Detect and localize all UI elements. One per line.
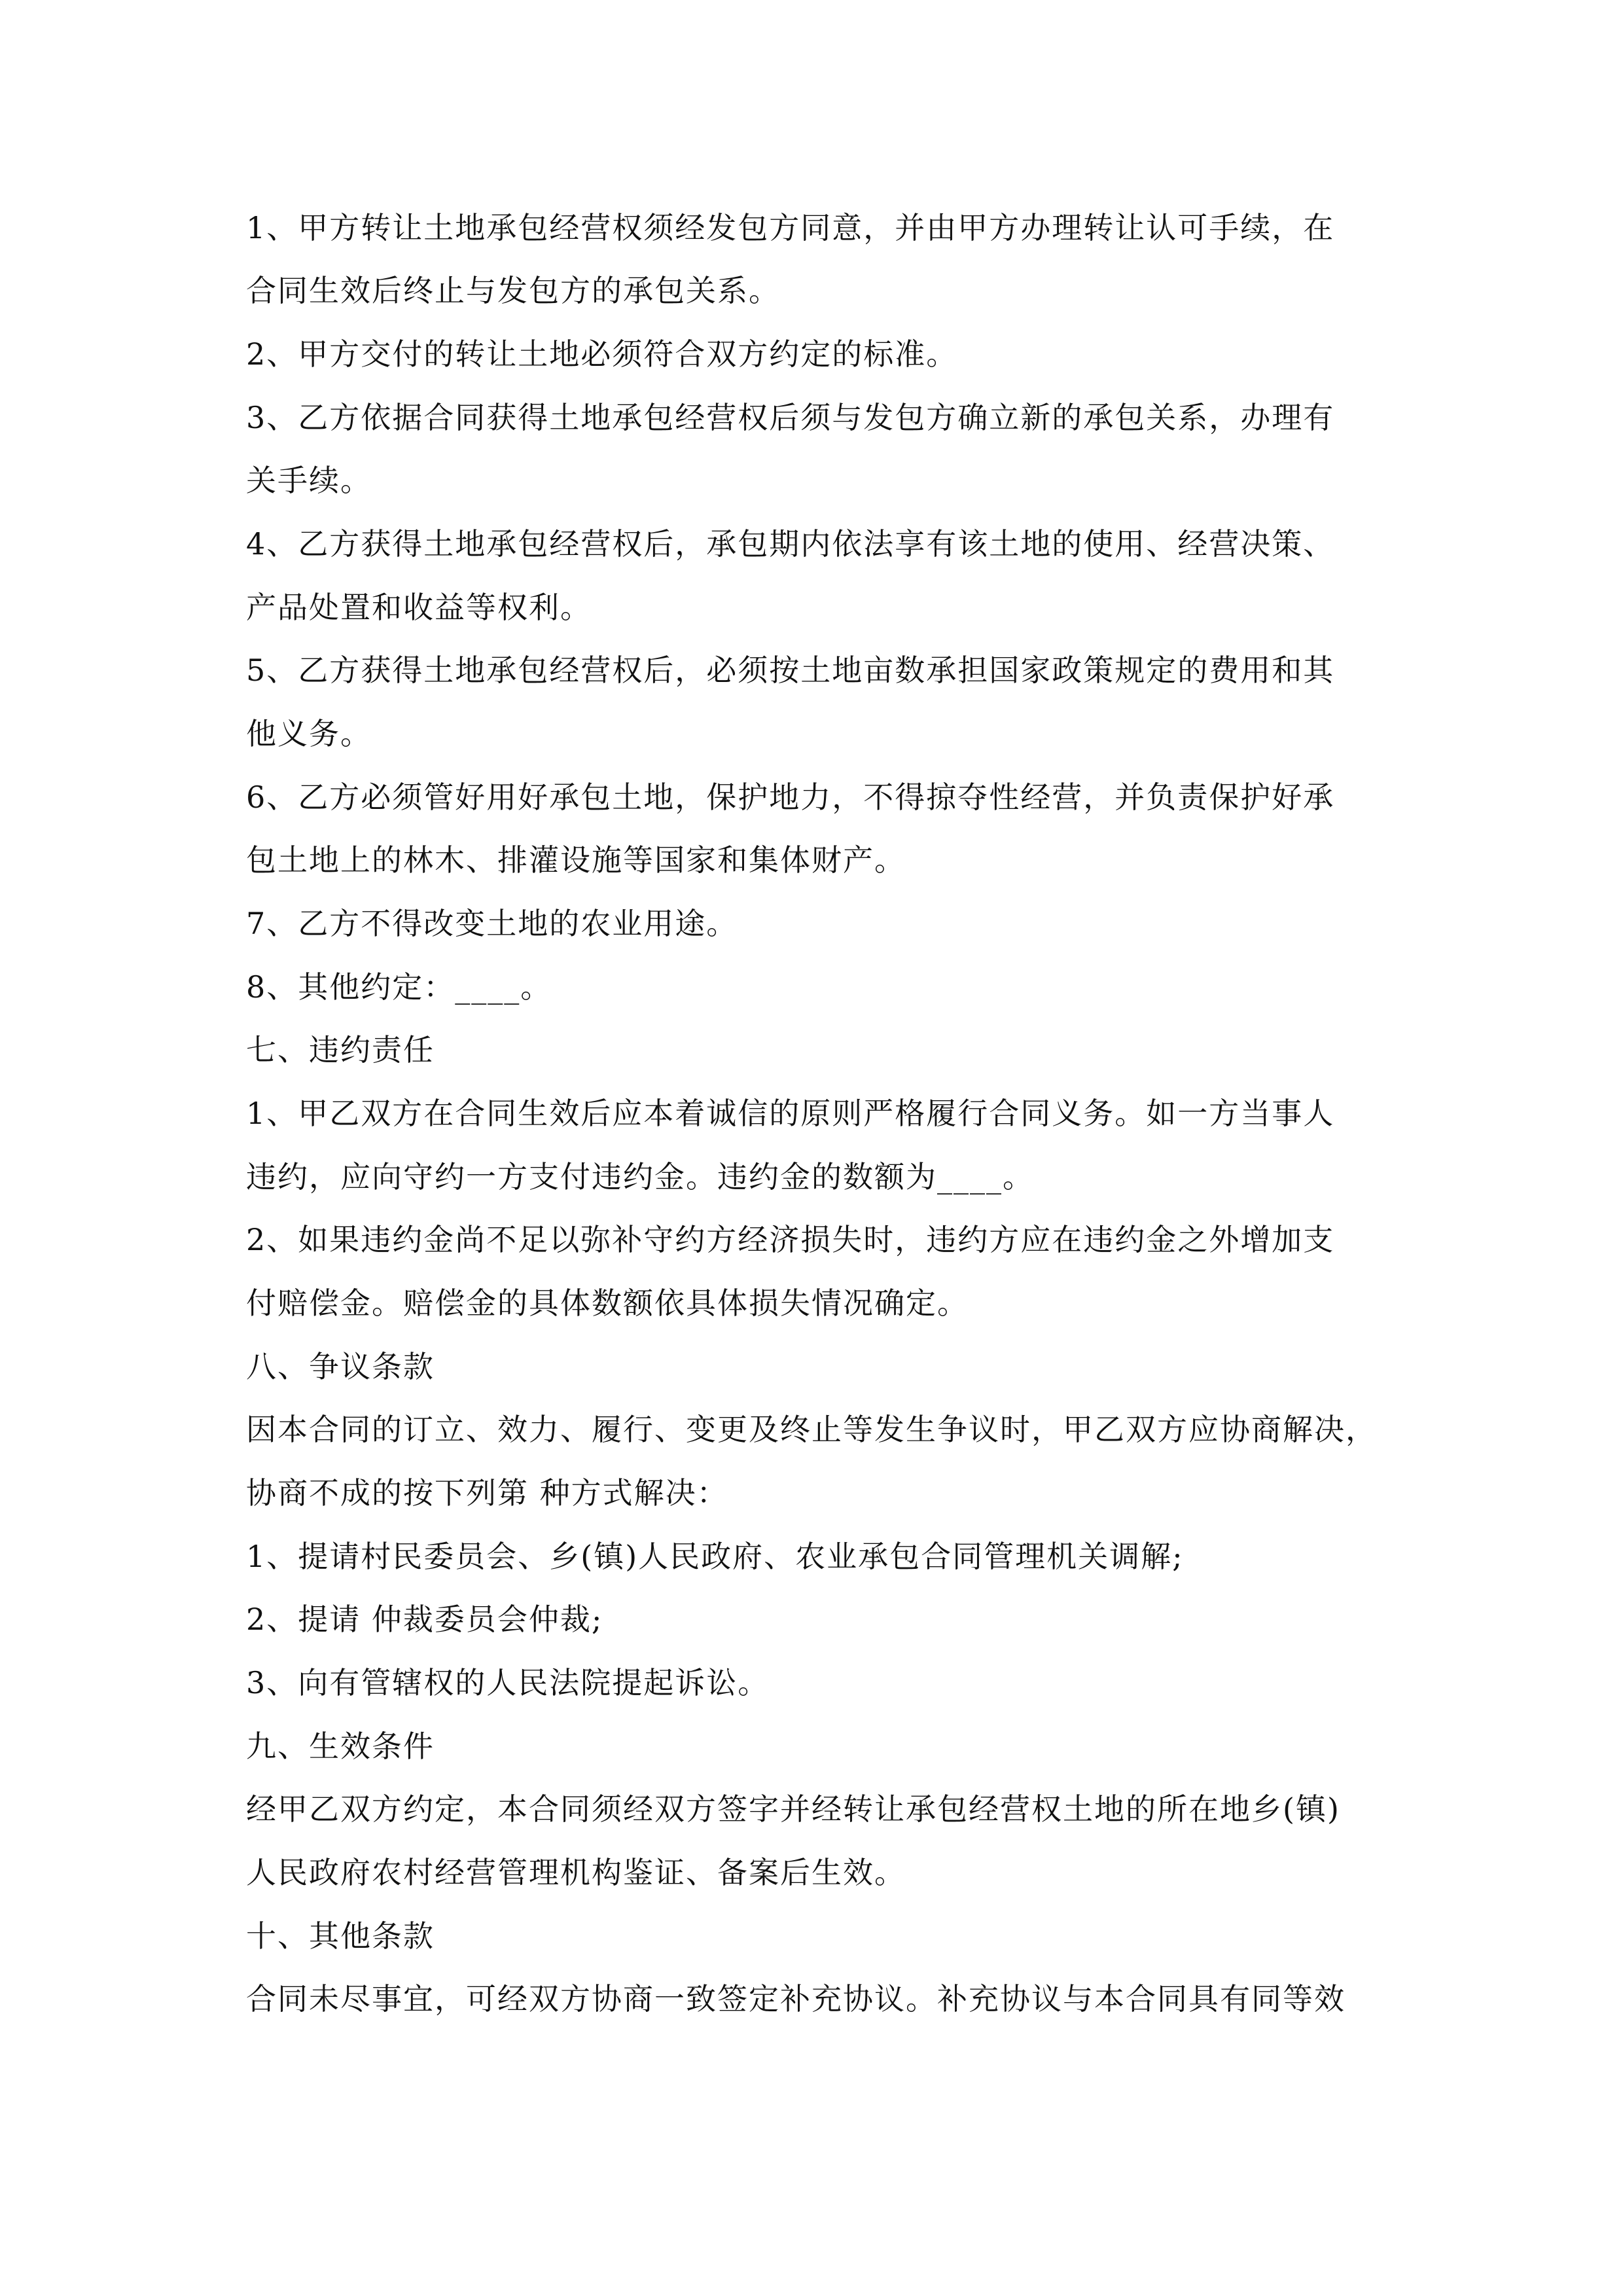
text-line: 2、如果违约金尚不足以弥补守约方经济损失时，违约方应在违约金之外增加支: [246, 1222, 1335, 1257]
text-line: 1、甲乙双方在合同生效后应本着诚信的原则严格履行合同义务。如一方当事人: [246, 1096, 1335, 1131]
text-line: 4、乙方获得土地承包经营权后，承包期内依法享有该土地的使用、经营决策、: [246, 526, 1335, 562]
text-line: 7、乙方不得改变土地的农业用途。: [246, 906, 738, 941]
text-line: 6、乙方必须管好用好承包土地，保护地力，不得掠夺性经营，并负责保护好承: [246, 780, 1335, 815]
text-line: 违约，应向守约一方支付违约金。违约金的数额为____。: [246, 1159, 1034, 1194]
text-line: 付赔偿金。赔偿金的具体数额依具体损失情况确定。: [246, 1285, 969, 1321]
text-line: 3、向有管辖权的人民法院提起诉讼。: [246, 1665, 770, 1700]
section-heading: 七、违约责任: [246, 1032, 435, 1067]
text-line: 1、提请村民委员会、乡(镇)人民政府、农业承包合同管理机关调解;: [246, 1539, 1184, 1574]
text-line: 合同未尽事宜，可经双方协商一致签定补充协议。补充协议与本合同具有同等效: [246, 1981, 1346, 2017]
text-line: 2、甲方交付的转让土地必须符合双方约定的标准。: [246, 336, 958, 372]
text-line: 关手续。: [246, 463, 372, 498]
text-line: 5、乙方获得土地承包经营权后，必须按土地亩数承担国家政策规定的费用和其: [246, 653, 1335, 688]
text-line: 人民政府农村经营管理机构鉴证、备案后生效。: [246, 1855, 906, 1890]
text-line: 包土地上的林木、排灌设施等国家和集体财产。: [246, 842, 906, 878]
text-line: 8、其他约定：____。: [246, 969, 552, 1005]
text-line: 1、甲方转让土地承包经营权须经发包方同意，并由甲方办理转让认可手续，在: [246, 210, 1335, 245]
section-heading: 十、其他条款: [246, 1918, 435, 1954]
text-line: 合同生效后终止与发包方的承包关系。: [246, 273, 780, 308]
text-line: 经甲乙双方约定，本合同须经双方签字并经转让承包经营权土地的所在地乡(镇): [246, 1791, 1340, 1827]
text-line: 协商不成的按下列第 种方式解决：: [246, 1475, 728, 1511]
text-line: 2、提请 仲裁委员会仲裁;: [246, 1602, 603, 1637]
section-heading: 八、争议条款: [246, 1349, 435, 1384]
text-line: 他义务。: [246, 716, 372, 751]
text-line: 因本合同的订立、效力、履行、变更及终止等发生争议时，甲乙双方应协商解决，: [246, 1412, 1377, 1447]
section-heading: 九、生效条件: [246, 1729, 435, 1764]
text-line: 3、乙方依据合同获得土地承包经营权后须与发包方确立新的承包关系，办理有: [246, 400, 1335, 435]
text-line: 产品处置和收益等权利。: [246, 590, 592, 625]
